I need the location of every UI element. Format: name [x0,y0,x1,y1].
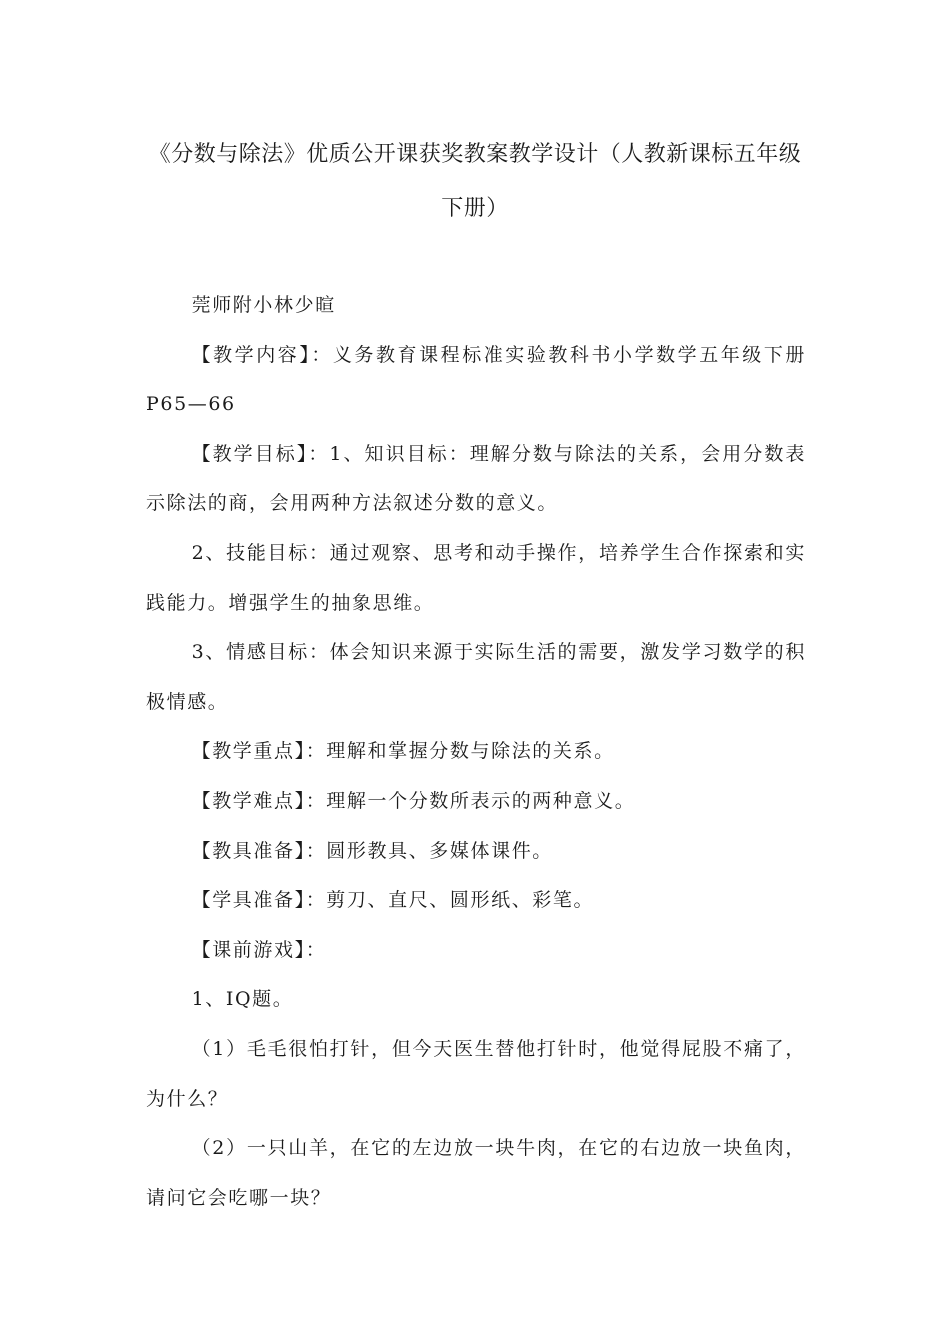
paragraph-teaching-aids: 【教具准备】：圆形教具、多媒体课件。 [191,839,553,862]
paragraph-teaching-content: 【教学内容】：义务教育课程标准实验教科书小学数学五年级下册P65—66 [146,343,806,416]
author-line: 莞师附小林少暄 [191,294,336,316]
paragraph-emotion-goal: 3、情感目标：体会知识来源于实际生活的需要，激发学习数学的积极情感。 [146,641,806,713]
paragraph-difficult-point: 【教学难点】：理解一个分数所表示的两种意义。 [191,789,636,812]
paragraph-skill-goal: 2、技能目标：通过观察、思考和动手操作，培养学生合作探索和实践能力。增强学生的抽象思维。 [146,541,806,614]
document-body [146,281,806,1223]
paragraph-pre-class-game: 【课前游戏】： [191,938,327,961]
paragraph-key-point: 【教学重点】：理解和掌握分数与除法的关系。 [191,740,615,763]
paragraph-iq-question: 1、IQ题。 [191,988,294,1011]
paragraph-question-1: （1）毛毛很怕打针，但今天医生替他打针时，他觉得屁股不痛了，为什么？ [146,1037,806,1110]
document-title: 《分数与除法》优质公开课获奖教案教学设计（人教新课标五年级下册） [148,142,802,221]
paragraph-learning-aids: 【学具准备】：剪刀、直尺、圆形纸、彩笔。 [191,889,595,912]
paragraph-teaching-goals: 【教学目标】：1、知识目标：理解分数与除法的关系，会用分数表示除法的商，会用两种方法叙述分数的意义。 [146,442,806,515]
paragraph-question-2: （2）一只山羊，在它的左边放一块牛肉，在它的右边放一块鱼肉，请问它会吃哪一块？ [146,1137,806,1209]
